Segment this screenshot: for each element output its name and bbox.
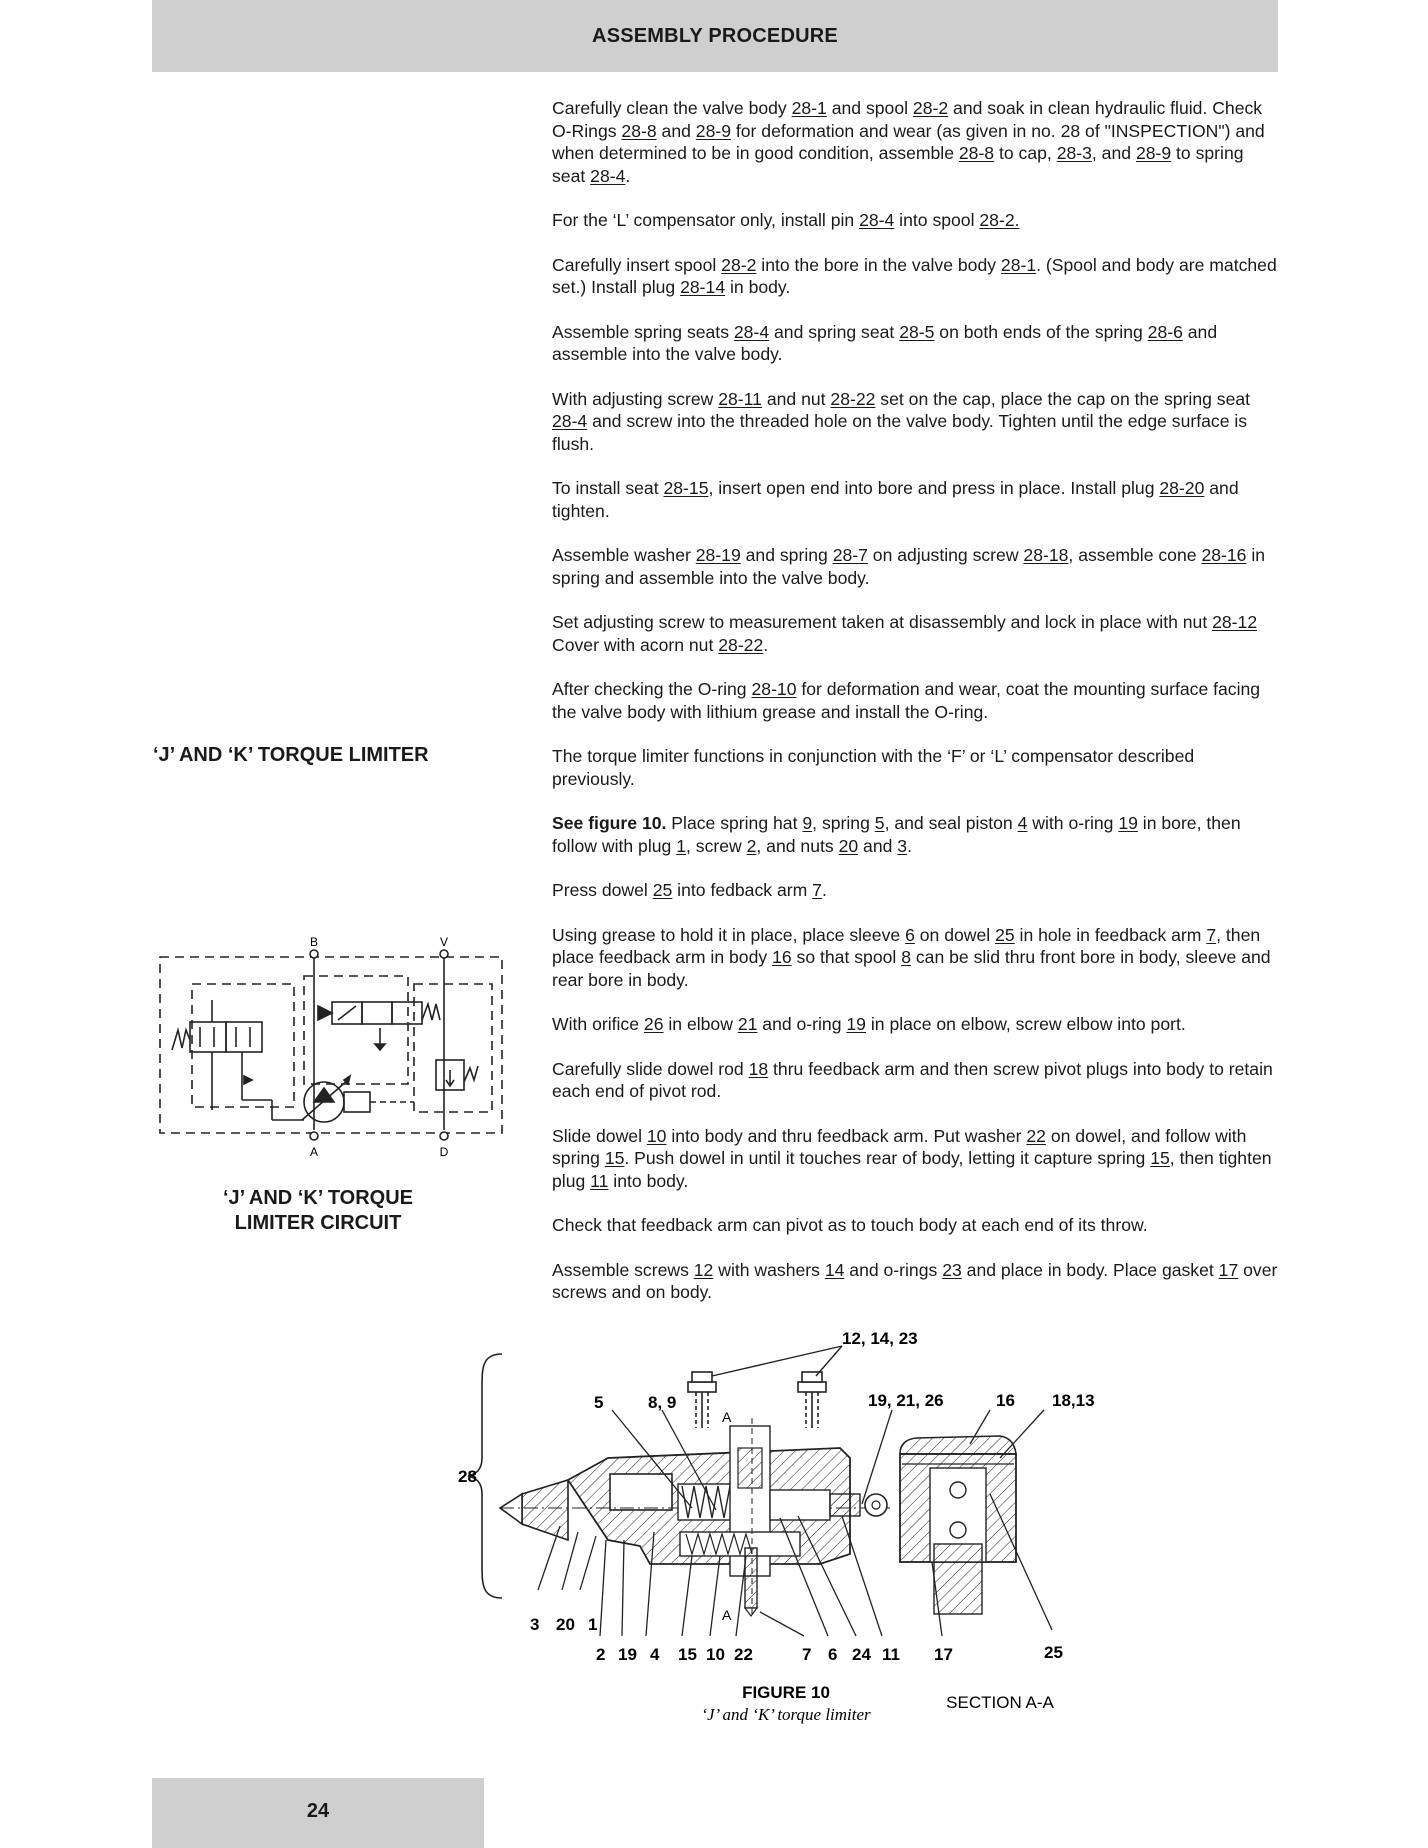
part-reference: 28-4 xyxy=(859,210,895,230)
part-reference: 11 xyxy=(590,1170,609,1191)
procedure-paragraph xyxy=(552,879,1278,902)
text-run: into fedback arm xyxy=(672,880,813,900)
text-run: Carefully clean the valve body xyxy=(552,98,792,118)
text-run: into body and thru feedback arm. Put washer xyxy=(666,1125,1027,1146)
procedure-paragraph xyxy=(552,477,1278,522)
part-reference: 21 xyxy=(737,1014,758,1034)
label-spring: 5 xyxy=(594,1393,604,1412)
label-hat: 8, 9 xyxy=(648,1393,677,1412)
label-elbow: 19, 21, 26 xyxy=(868,1391,944,1410)
part-reference: 28-11 xyxy=(718,388,762,409)
part-reference: 19 xyxy=(1118,813,1138,833)
text-run: to cap, xyxy=(994,143,1057,163)
procedure-text xyxy=(552,97,1278,1326)
text-run: , and xyxy=(1091,143,1136,163)
text-run: Carefully insert spool xyxy=(552,254,722,275)
part-reference: 28-20 xyxy=(1159,478,1205,498)
text-run: , screw xyxy=(686,835,747,856)
part-reference: 15 xyxy=(1150,1148,1170,1168)
label-sleeve-6: 6 xyxy=(828,1645,838,1664)
label-gasket-17: 17 xyxy=(934,1645,953,1664)
text-run: Place spring hat xyxy=(666,813,803,833)
text-run: , and seal piston xyxy=(884,813,1018,833)
part-reference: 25 xyxy=(652,880,673,900)
part-reference: 28-9 xyxy=(1135,143,1172,163)
part-reference: 28-5 xyxy=(899,321,935,342)
part-reference: 23 xyxy=(942,1259,962,1280)
port-label-d: D xyxy=(439,1145,449,1159)
text-run: in body. xyxy=(725,277,791,297)
part-reference: 18 xyxy=(748,1058,769,1079)
label-piston-4: 4 xyxy=(650,1645,660,1664)
text-run: . xyxy=(763,634,769,655)
label-washer-22: 22 xyxy=(734,1645,753,1664)
text-run: . Push dowel in until it touches rear of body, letting it capture spring xyxy=(624,1148,1151,1168)
text-run: so that spool xyxy=(791,947,902,967)
part-reference: 7 xyxy=(1206,924,1217,945)
part-reference: 9 xyxy=(802,813,813,833)
text-run: , then tighten plug xyxy=(552,1148,1272,1191)
procedure-paragraph xyxy=(552,388,1278,456)
text-run: and spool xyxy=(826,98,913,118)
text-run: . (Spool and body are matched set.) Install plug xyxy=(552,254,1277,297)
text-run: with washers xyxy=(713,1259,825,1280)
text-run: and place in body. Place gasket xyxy=(961,1259,1219,1280)
text-run: To install seat xyxy=(552,478,664,498)
part-reference: 28-2 xyxy=(721,254,757,275)
label-screw-2: 2 xyxy=(596,1645,606,1664)
label-dowel-25: 25 xyxy=(1044,1643,1063,1662)
page-number: 24 xyxy=(306,1800,330,1822)
label-plug-1: 1 xyxy=(588,1615,598,1634)
text-run: , and nuts xyxy=(756,835,839,856)
text-run: thru feedback arm and then screw pivot plugs into body to retain each end of pivot rod. xyxy=(552,1058,1273,1101)
label-arm-7: 7 xyxy=(802,1645,812,1664)
part-reference: 8 xyxy=(901,947,911,967)
procedure-paragraph xyxy=(552,544,1278,589)
procedure-paragraph xyxy=(552,678,1278,723)
part-reference: 28-1 xyxy=(791,98,827,118)
part-reference: 28-10 xyxy=(751,679,797,699)
part-reference: 10 xyxy=(646,1125,667,1146)
figure-10-drawing xyxy=(430,1318,1260,1738)
label-dowel-10: 10 xyxy=(706,1645,725,1664)
text-run: and spring xyxy=(740,545,833,565)
part-reference: 26 xyxy=(643,1014,664,1034)
text-run: can be slid thru front bore in body, sleeve and rear bore in body. xyxy=(552,947,1271,990)
text-run: Press dowel xyxy=(552,880,653,900)
text-run: , insert open end into bore and press in place. Install plug xyxy=(708,478,1160,498)
figure-subtitle: ‘J’ and ‘K’ torque limiter xyxy=(701,1705,871,1724)
procedure-paragraph xyxy=(552,97,1278,187)
footer-bar xyxy=(152,1778,484,1848)
text-run: Assemble washer xyxy=(552,545,696,565)
part-reference: 4 xyxy=(1017,813,1028,833)
part-reference: 28-4 xyxy=(552,411,588,431)
text-run: and spring seat xyxy=(769,321,900,342)
text-run: over screws and on body. xyxy=(552,1259,1278,1302)
text-run: in bore, then follow with plug xyxy=(552,813,1241,856)
part-reference: 28-1 xyxy=(1000,254,1037,275)
part-reference: 20 xyxy=(838,835,859,856)
part-reference: 28-8 xyxy=(621,120,657,141)
part-reference: 1 xyxy=(676,835,686,856)
figure-reference: See figure 10. xyxy=(552,813,667,833)
procedure-paragraph xyxy=(552,924,1278,992)
part-reference: 28-3 xyxy=(1056,143,1092,163)
figure-title: FIGURE 10 xyxy=(742,1683,830,1702)
procedure-paragraph xyxy=(552,812,1278,857)
header-bar xyxy=(152,0,1278,72)
part-reference: 28-15 xyxy=(663,478,709,498)
part-reference: 28-12 xyxy=(1212,612,1258,632)
part-reference: 28-22 xyxy=(830,388,876,409)
text-run: Assemble spring seats xyxy=(552,321,734,342)
circuit-caption-line2: LIMITER CIRCUIT xyxy=(234,1212,402,1234)
text-run: to spring seat xyxy=(552,143,1244,186)
part-reference: 28-6 xyxy=(1147,321,1183,342)
part-reference: 6 xyxy=(905,924,915,945)
part-reference: 28-14 xyxy=(680,277,726,297)
label-rod: 18,13 xyxy=(1052,1391,1095,1410)
text-run: into the bore in the valve body xyxy=(756,254,1001,275)
part-reference: 28-2. xyxy=(979,210,1020,230)
label-nut-3: 3 xyxy=(530,1615,540,1634)
label-screws: 12, 14, 23 xyxy=(842,1329,918,1348)
text-run: on dowel, and follow with spring xyxy=(552,1125,1247,1168)
part-reference: 16 xyxy=(772,947,792,967)
text-run: With orifice xyxy=(552,1014,644,1034)
part-reference: 28-7 xyxy=(832,545,868,565)
procedure-paragraph xyxy=(552,1013,1278,1036)
part-reference: 14 xyxy=(824,1259,845,1280)
part-reference: 19 xyxy=(846,1014,866,1034)
text-run: With adjusting screw xyxy=(552,388,719,409)
part-reference: 22 xyxy=(1026,1125,1046,1146)
label-24: 24 xyxy=(852,1645,871,1664)
section-label: SECTION A-A xyxy=(946,1693,1054,1712)
procedure-paragraph xyxy=(552,321,1278,366)
text-run: Carefully slide dowel rod xyxy=(552,1058,749,1079)
part-reference: 28-2 xyxy=(912,98,949,118)
text-run: Check that feedback arm can pivot as to touch body at each end of its throw. xyxy=(552,1215,1148,1235)
text-run: Set adjusting screw to measurement taken at disassembly and lock in place with nut xyxy=(552,612,1213,632)
part-reference: 3 xyxy=(897,835,908,856)
text-run: and xyxy=(656,120,696,141)
text-run: Using grease to hold it in place, place sleeve xyxy=(552,924,906,945)
port-label-v: V xyxy=(439,935,449,949)
circuit-caption-line1: ‘J’ AND ‘K’ TORQUE xyxy=(222,1187,414,1209)
text-run: , then place feedback arm in body xyxy=(552,924,1261,967)
text-run: and o-ring xyxy=(757,1014,847,1034)
circuit-diagram xyxy=(152,930,510,1165)
port-label-b: B xyxy=(309,935,319,949)
label-oring-19: 19 xyxy=(618,1645,637,1664)
part-reference: 25 xyxy=(995,924,1015,945)
label-body: 16 xyxy=(996,1391,1015,1410)
text-run: into spool xyxy=(894,210,980,230)
text-run: in elbow xyxy=(663,1014,738,1034)
part-reference: 28-4 xyxy=(733,321,770,342)
text-run: and tighten. xyxy=(552,478,1239,521)
part-reference: 7 xyxy=(812,880,822,900)
circuit-caption xyxy=(200,1186,436,1236)
text-run: in hole in feedback arm xyxy=(1014,924,1207,945)
part-reference: 12 xyxy=(693,1259,714,1280)
part-reference: 2 xyxy=(746,835,757,856)
text-run: and o-rings xyxy=(844,1259,943,1280)
procedure-paragraph xyxy=(552,254,1278,299)
procedure-paragraph xyxy=(552,745,1278,790)
text-run: into body. xyxy=(608,1170,689,1191)
port-label-a: A xyxy=(309,1145,319,1159)
text-run: . xyxy=(821,880,827,900)
text-run: and assemble into the valve body. xyxy=(552,321,1218,364)
text-run: in place on elbow, screw elbow into port. xyxy=(865,1014,1186,1034)
text-run: set on the cap, place the cap on the spring seat xyxy=(875,388,1251,409)
procedure-paragraph xyxy=(552,1125,1278,1193)
section-marker-top: A xyxy=(722,1409,732,1425)
text-run: Assemble screws xyxy=(552,1259,694,1280)
part-reference: 28-22 xyxy=(718,634,764,655)
part-reference: 5 xyxy=(874,813,885,833)
text-run: For the ‘L’ compensator only, install pin xyxy=(552,210,860,230)
procedure-paragraph xyxy=(552,1214,1278,1237)
label-nut-20: 20 xyxy=(556,1615,575,1634)
text-run: on both ends of the spring xyxy=(934,321,1148,342)
group-label: 28 xyxy=(458,1467,477,1486)
text-run: on adjusting screw xyxy=(867,545,1024,565)
procedure-paragraph xyxy=(552,1259,1278,1304)
text-run: for deformation and wear (as given in no. 28 of "INSPECTION") and when determined to be in good condition, assemble xyxy=(552,120,1265,163)
text-run: . xyxy=(625,165,631,186)
part-reference: 28-19 xyxy=(695,545,741,565)
section-marker-bottom: A xyxy=(722,1607,732,1623)
part-reference: 28-8 xyxy=(958,143,995,163)
part-reference: 28-16 xyxy=(1201,545,1247,565)
part-reference: 28-4 xyxy=(590,165,626,186)
label-11: 11 xyxy=(882,1645,900,1664)
text-run: , assemble cone xyxy=(1068,545,1202,565)
text-run: , spring xyxy=(812,813,875,833)
text-run: in spring and assemble into the valve body. xyxy=(552,545,1266,588)
part-reference: 17 xyxy=(1218,1259,1239,1280)
part-reference: 15 xyxy=(604,1148,625,1168)
procedure-paragraph xyxy=(552,209,1278,232)
text-run: with o-ring xyxy=(1027,813,1119,833)
part-reference: 28-9 xyxy=(695,120,731,141)
text-run: The torque limiter functions in conjunction with the ‘F’ or ‘L’ compensator described previously. xyxy=(552,746,1195,789)
text-run: on dowel xyxy=(914,924,996,945)
text-run: for deformation and wear, coat the mounting surface facing the valve body with lithium grease and install the O-ring. xyxy=(552,679,1261,722)
text-run: . xyxy=(907,835,912,856)
part-reference: 28-18 xyxy=(1023,545,1069,565)
text-run: Cover with acorn nut xyxy=(552,634,719,655)
text-run: After checking the O-ring xyxy=(552,679,752,699)
procedure-paragraph xyxy=(552,611,1278,656)
text-run: and nut xyxy=(761,388,831,409)
procedure-paragraph xyxy=(552,1058,1278,1103)
text-run: Slide dowel xyxy=(552,1125,647,1146)
label-spring-15: 15 xyxy=(678,1645,697,1664)
section-heading: ‘J’ AND ‘K’ TORQUE LIMITER xyxy=(153,744,429,766)
text-run: and soak in clean hydraulic fluid. Check O-Rings xyxy=(552,98,1263,141)
page-title: ASSEMBLY PROCEDURE xyxy=(592,25,838,47)
text-run: and xyxy=(858,835,898,856)
text-run: and screw into the threaded hole on the valve body. Tighten until the edge surface is flush. xyxy=(552,411,1248,454)
